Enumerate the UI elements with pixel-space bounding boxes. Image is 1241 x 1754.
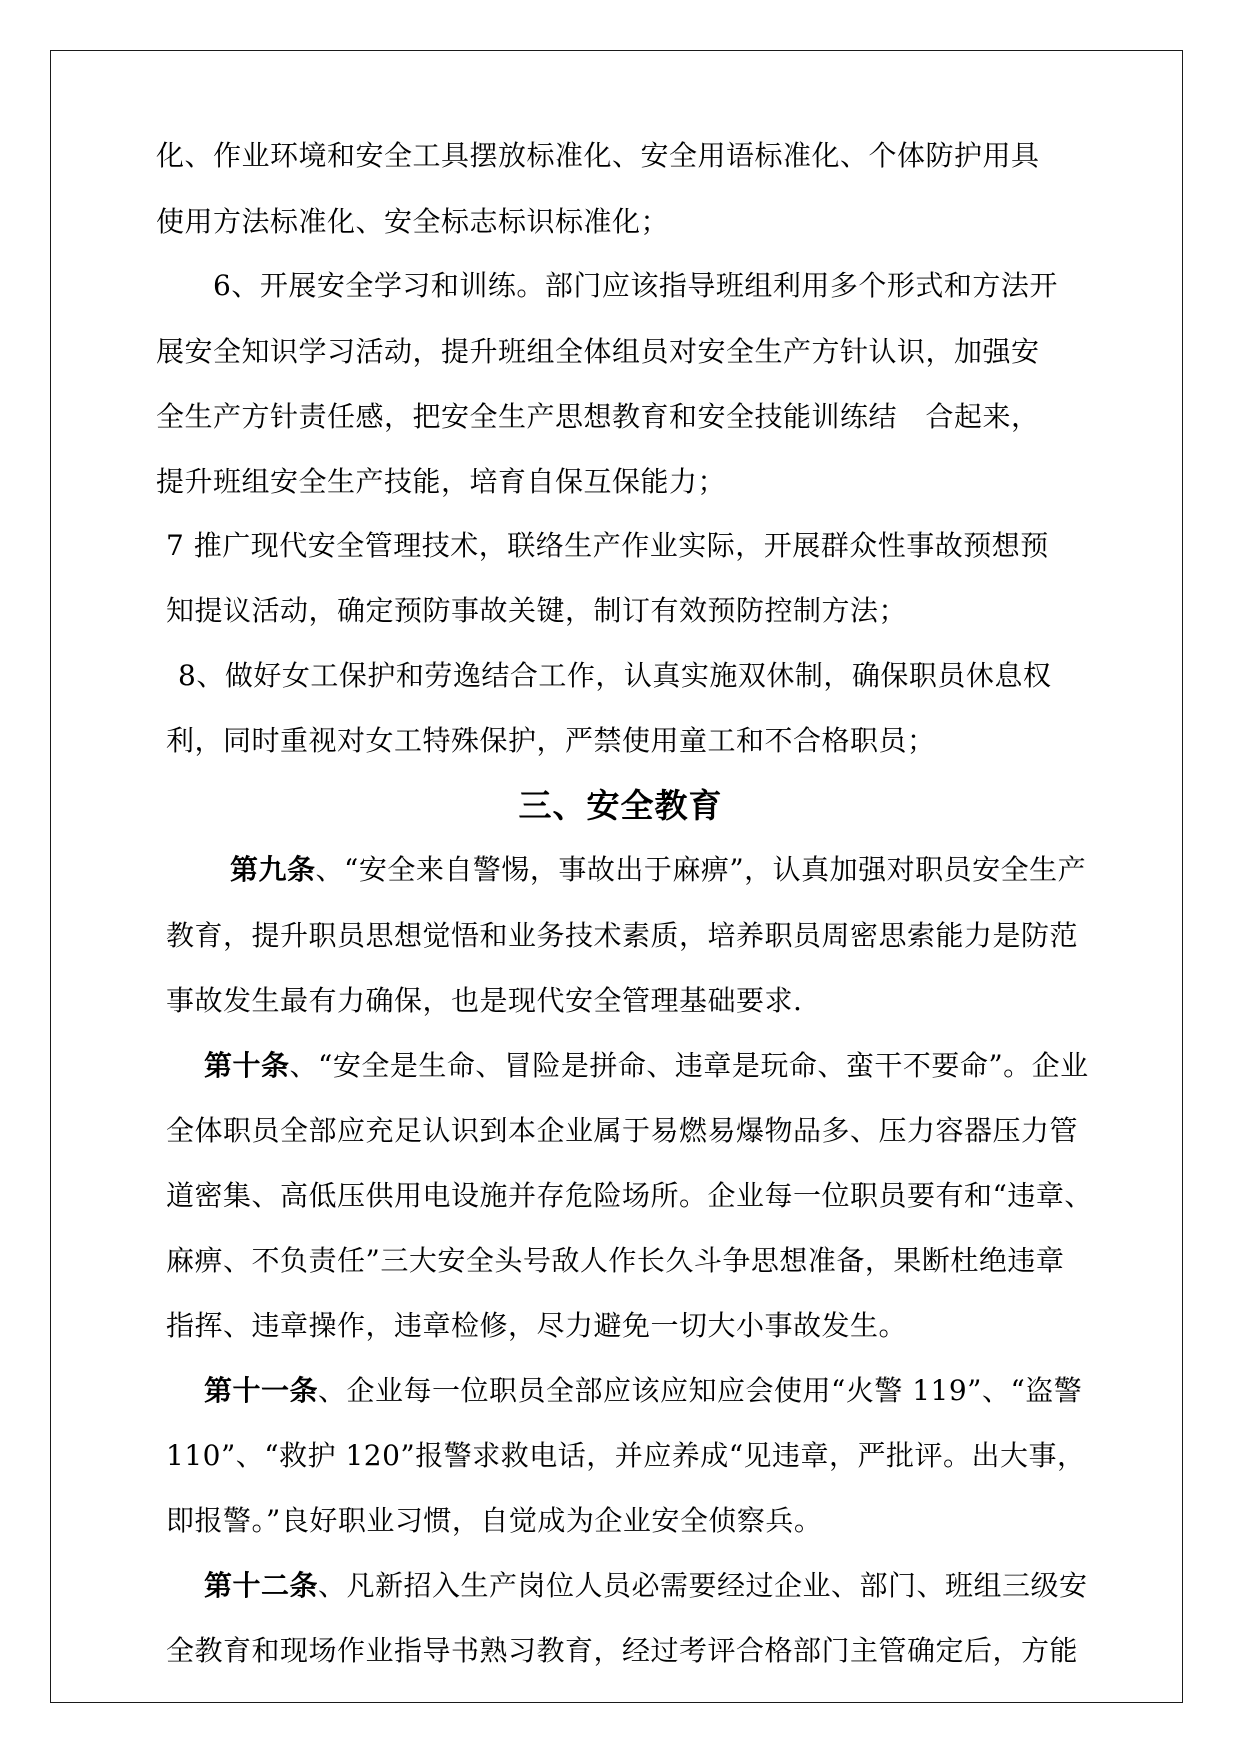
text-line: 展安全知识学习活动，提升班组全体组员对安全生产方针认识，加强安 (156, 335, 1040, 368)
text-line: 7 推广现代安全管理技术，联络生产作业实际，开展群众性事故预想预 (166, 529, 1049, 562)
text-line: 教育，提升职员思想觉悟和业务技术素质，培养职员周密思索能力是防范 (166, 919, 1079, 952)
article-9-label: 第九条 (230, 853, 316, 886)
text-line: 110”、“救护 120”报警求救电话，并应养成“见违章，严批评。出大事， (166, 1439, 1086, 1472)
text-line: 事故发生最有力确保，也是现代安全管理基础要求. (166, 984, 803, 1017)
article-10-text: 、“安全是生命、冒险是拼命、违章是玩命、蛮干不要命”。企业 (289, 1049, 1089, 1082)
article-9-first-line (230, 852, 1086, 888)
article-12-first-line (204, 1568, 1088, 1604)
article-11-label: 第十一条 (204, 1374, 319, 1407)
article-10-first-line (204, 1048, 1089, 1084)
article-11-text: 、企业每一位职员全部应该应知应会使用“火警 119”、“盗警 (318, 1374, 1083, 1407)
article-12-label: 第十二条 (204, 1569, 319, 1602)
text-line: 全教育和现场作业指导书熟习教育，经过考评合格部门主管确定后，方能 (166, 1634, 1079, 1667)
text-line: 化、作业环境和安全工具摆放标准化、安全用语标准化、个体防护用具 (156, 139, 1040, 172)
text-line: 即报警。”良好职业习惯，自觉成为企业安全侦察兵。 (166, 1504, 823, 1537)
text-line: 指挥、违章操作，违章检修，尽力避免一切大小事故发生。 (166, 1309, 908, 1342)
section-heading: 三、安全教育 (518, 786, 723, 825)
text-line: 使用方法标准化、安全标志标识标准化； (156, 205, 670, 238)
text-line: 全体职员全部应充足认识到本企业属于易燃易爆物品多、压力容器压力管 (166, 1114, 1079, 1147)
text-line: 6、开展安全学习和训练。部门应该指导班组利用多个形式和方法开 (213, 269, 1058, 302)
text-line: 道密集、高低压供用电设施并存危险场所。企业每一位职员要有和“违章、 (166, 1179, 1093, 1212)
article-9-text: 、“安全来自警惕，事故出于麻痹”，认真加强对职员安全生产 (315, 853, 1087, 886)
article-10-label: 第十条 (204, 1049, 290, 1082)
text-line: 麻痹、不负责任”三大安全头号敌人作长久斗争思想准备，果断杜绝违章 (166, 1244, 1065, 1277)
text-line: 全生产方针责任感，把安全生产思想教育和安全技能训练结 合起来， (156, 400, 1040, 433)
article-11-first-line (204, 1373, 1082, 1409)
text-line: 利，同时重视对女工特殊保护，严禁使用童工和不合格职员； (166, 724, 936, 757)
text-line: 8、做好女工保护和劳逸结合工作，认真实施双休制，确保职员休息权 (178, 659, 1052, 692)
text-line: 提升班组安全生产技能，培育自保互保能力； (156, 465, 727, 498)
article-12-text: 、凡新招入生产岗位人员必需要经过企业、部门、班组三级安 (318, 1569, 1088, 1602)
text-line: 知提议活动，确定预防事故关键，制订有效预防控制方法； (166, 594, 908, 627)
